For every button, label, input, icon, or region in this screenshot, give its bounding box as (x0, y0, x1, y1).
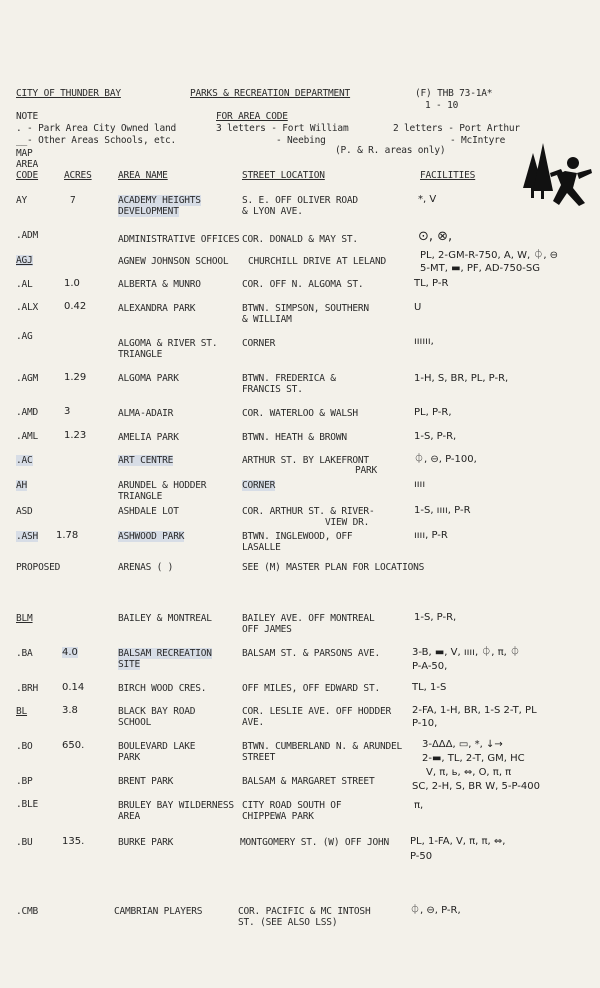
row-acres: 4.0 (62, 647, 78, 658)
row-street: S. E. OFF OLIVER ROAD (242, 195, 358, 206)
row-facilities: 3-ΔΔΔ, ▭, *, ↓→ (422, 739, 503, 750)
row-code: .ASH (16, 531, 39, 542)
column-facilities: FACILITIES (420, 170, 476, 181)
row-name: BLACK BAY ROAD (118, 706, 196, 717)
row-code: AH (16, 480, 28, 491)
row-facilities: ıııııı, (414, 336, 434, 347)
row-name: AREA (118, 811, 141, 822)
row-code: AY (16, 195, 28, 206)
row-street: BTWN. SIMPSON, SOUTHERN (242, 303, 369, 314)
row-facilities: SC, 2-H, S, BR W, 5-P-400 (412, 781, 540, 792)
row-facilities: ıııı (414, 479, 426, 490)
department-title: PARKS & RECREATION DEPARTMENT (190, 88, 351, 99)
row-street: COR. LESLIE AVE. OFF HODDER (242, 706, 392, 717)
row-facilities: V, π, ь, ⇔, O, π, π (426, 767, 512, 778)
row-facilities: 2-FA, 1-H, BR, 1-S 2-T, PL (412, 705, 537, 716)
row-acres: 650. (62, 740, 85, 751)
row-street: COR. WATERLOO & WALSH (242, 408, 358, 419)
row-street: CITY ROAD SOUTH OF (242, 800, 342, 811)
legend-neebing: - Neebing (276, 135, 326, 146)
row-facilities: π, (414, 800, 424, 811)
row-street: SEE (M) MASTER PLAN FOR LOCATIONS (242, 562, 425, 573)
column-code: CODE (16, 170, 39, 181)
row-name: ALMA-ADAIR (118, 408, 174, 419)
row-facilities: PL, 1-FA, V, π, π, ⇔, (410, 836, 506, 847)
row-facilities: TL, P-R (414, 278, 449, 289)
row-name: ARUNDEL & HODDER (118, 480, 207, 491)
row-name: ALBERTA & MUNRO (118, 279, 201, 290)
row-street: COR. DONALD & MAY ST. (242, 234, 358, 245)
row-code: BL (16, 706, 28, 717)
legend-park-area: . - Park Area City Owned land (16, 123, 177, 134)
area-code-label: FOR AREA CODE (216, 111, 288, 122)
row-street: VIEW DR. (325, 517, 370, 528)
row-street: ST. (SEE ALSO LSS) (238, 917, 338, 928)
row-acres: 3 (64, 406, 71, 417)
row-street: BAILEY AVE. OFF MONTREAL (242, 613, 375, 624)
row-acres: 0.14 (62, 682, 85, 693)
row-facilities: ⏀, ⊖, P-R, (410, 905, 461, 916)
row-facilities: 1-H, S, BR, PL, P-R, (414, 373, 509, 384)
row-street: MONTGOMERY ST. (W) OFF JOHN (240, 837, 390, 848)
row-street: PARK (355, 465, 378, 476)
row-code: .AMD (16, 407, 39, 418)
row-name: ADMINISTRATIVE OFFICES (118, 234, 240, 245)
row-name: AMELIA PARK (118, 432, 179, 443)
row-street: BTWN. INGLEWOOD, OFF (242, 531, 353, 542)
row-acres: 1.0 (64, 278, 80, 289)
row-facilities: 1-S, ıııı, P-R (414, 505, 471, 516)
note-label: NOTE (16, 111, 39, 122)
column-street: STREET LOCATION (242, 170, 325, 181)
row-acres: 1.78 (56, 530, 79, 541)
row-code: .BA (16, 648, 33, 659)
row-code: .BO (16, 741, 33, 752)
city-title: CITY OF THUNDER BAY (16, 88, 121, 99)
row-facilities: U (414, 302, 422, 313)
row-name: ALGOMA PARK (118, 373, 179, 384)
row-name: BRULEY BAY WILDERNESS (118, 800, 234, 811)
row-acres: 1.23 (64, 430, 87, 441)
row-street: CORNER (242, 338, 276, 349)
row-street: LASALLE (242, 542, 281, 553)
row-name: BALSAM RECREATION (118, 648, 212, 659)
row-code: .ADM (16, 230, 39, 241)
row-street: & WILLIAM (242, 314, 292, 325)
row-name: BURKE PARK (118, 837, 174, 848)
row-code: .CMB (16, 906, 39, 917)
row-street: BALSAM ST. & PARSONS AVE. (242, 648, 380, 659)
row-street: & LYON AVE. (242, 206, 303, 217)
row-name: ASHWOOD PARK (118, 531, 185, 542)
row-name: ACADEMY HEIGHTS (118, 195, 201, 206)
row-name: ALGOMA & RIVER ST. (118, 338, 218, 349)
legend-three-letters: 3 letters - Fort William (216, 123, 349, 134)
row-street: CORNER (242, 480, 276, 491)
row-acres: 3.8 (62, 705, 78, 716)
row-name: ALEXANDRA PARK (118, 303, 196, 314)
row-acres: 1.29 (64, 372, 87, 383)
row-name: SITE (118, 659, 141, 670)
row-name: SCHOOL (118, 717, 152, 728)
legend-two-letters: 2 letters - Port Arthur (393, 123, 520, 134)
row-code: .BU (16, 837, 33, 848)
row-code: AGJ (16, 255, 33, 266)
row-street: COR. OFF N. ALGOMA ST. (242, 279, 364, 290)
row-code: .ALX (16, 302, 39, 313)
row-code: .AGM (16, 373, 39, 384)
row-name: ARENAS ( ) (118, 562, 174, 573)
row-facilities: 2-▬, TL, 2-T, GM, HC (422, 753, 525, 764)
column-area-name: AREA NAME (118, 170, 168, 181)
row-facilities: PL, 2-GM-R-750, A, W, ⏀, ⊖ (420, 250, 559, 261)
row-street: FRANCIS ST. (242, 384, 303, 395)
row-code: PROPOSED (16, 562, 61, 573)
row-street: AVE. (242, 717, 265, 728)
row-street: CHURCHILL DRIVE AT LELAND (248, 256, 386, 267)
row-code: .AG (16, 331, 33, 342)
row-facilities: P-10, (412, 718, 438, 729)
row-code: .BLE (16, 799, 39, 810)
row-code: .BRH (16, 683, 39, 694)
row-street: BALSAM & MARGARET STREET (242, 776, 375, 787)
row-code: .AML (16, 431, 39, 442)
row-street: OFF MILES, OFF EDWARD ST. (242, 683, 380, 694)
row-street: STREET (242, 752, 276, 763)
row-street: BTWN. FREDERICA & (242, 373, 336, 384)
row-code: BLM (16, 613, 33, 624)
row-facilities: 3-B, ▬, V, ıııı, ⏀, π, ⏀ (412, 647, 521, 658)
legend-other-areas: __- Other Areas Schools, etc. (16, 135, 177, 146)
row-name: ART CENTRE (118, 455, 174, 466)
row-facilities: 1-S, P-R, (414, 431, 457, 442)
row-facilities: *, V (418, 194, 437, 205)
row-name: CAMBRIAN PLAYERS (114, 906, 203, 917)
row-name: BIRCH WOOD CRES. (118, 683, 207, 694)
row-facilities: PL, P-R, (414, 407, 452, 418)
document-ref: (F) THB 73-1A* (415, 88, 493, 99)
row-code: ASD (16, 506, 33, 517)
row-code: .BP (16, 776, 33, 787)
row-street: OFF JAMES (242, 624, 292, 635)
row-name: BOULEVARD LAKE (118, 741, 196, 752)
row-facilities: P-50 (410, 851, 433, 862)
row-street: BTWN. CUMBERLAND N. & ARUNDEL (242, 741, 403, 752)
row-code: .AL (16, 279, 33, 290)
row-code: .AC (16, 455, 33, 466)
row-acres: 0.42 (64, 301, 87, 312)
row-street: CHIPPEWA PARK (242, 811, 314, 822)
row-name: TRIANGLE (118, 349, 163, 360)
row-facilities: 5-MT, ▬, PF, AD-750-SG (420, 263, 540, 274)
row-name: ASHDALE LOT (118, 506, 179, 517)
running-man-logo-icon (515, 133, 595, 213)
column-map: MAP (16, 148, 33, 159)
row-acres: 7 (70, 195, 76, 206)
row-street: COR. ARTHUR ST. & RIVER- (242, 506, 375, 517)
document-range: 1 - 10 (425, 100, 459, 111)
row-facilities: P-A-50, (412, 661, 448, 672)
legend-pr-only: (P. & R. areas only) (335, 145, 446, 156)
row-street: BTWN. HEATH & BROWN (242, 432, 347, 443)
row-name: AGNEW JOHNSON SCHOOL (118, 256, 229, 267)
row-name: BRENT PARK (118, 776, 174, 787)
row-acres: 135. (62, 836, 85, 847)
row-facilities: ıııı, P-R (414, 530, 448, 541)
row-facilities: TL, 1-S (412, 682, 447, 693)
row-name: DEVELOPMENT (118, 206, 179, 217)
column-acres: ACRES (64, 170, 92, 181)
row-facilities: ⏀, ⊖, P-100, (414, 454, 477, 465)
row-name: BAILEY & MONTREAL (118, 613, 212, 624)
row-facilities: ⊙, ⊗, (418, 229, 453, 244)
row-street: COR. PACIFIC & MC INTOSH (238, 906, 371, 917)
row-name: PARK (118, 752, 141, 763)
column-area: AREA (16, 159, 39, 170)
row-facilities: 1-S, P-R, (414, 612, 457, 623)
legend-mcintyre: - McIntyre (450, 135, 506, 146)
row-name: TRIANGLE (118, 491, 163, 502)
row-street: ARTHUR ST. BY LAKEFRONT (242, 455, 369, 466)
